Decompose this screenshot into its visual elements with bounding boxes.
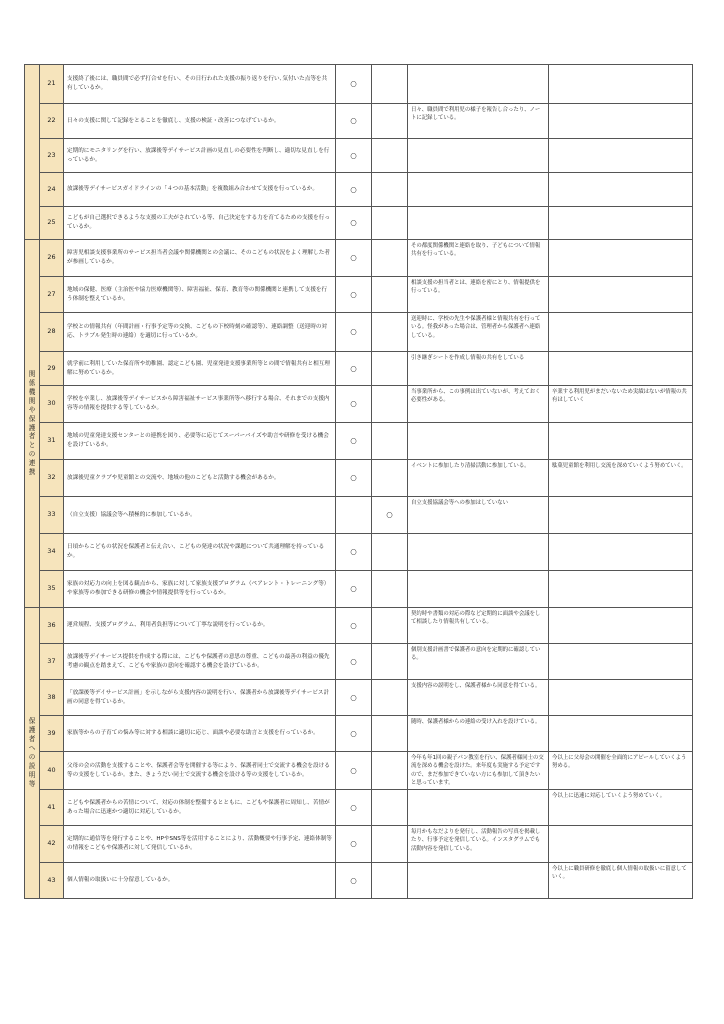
item-number: 34 <box>40 534 64 571</box>
status-note: 個別支援計画書で保護者の意向を定期的に確認している。 <box>408 644 549 680</box>
improvement-note <box>549 534 693 571</box>
table-row <box>25 313 693 352</box>
item-text: 個人情報の取扱いに十分留意しているか。 <box>64 863 336 899</box>
yes-mark: ○ <box>336 608 372 644</box>
table-row <box>25 716 693 752</box>
item-number: 33 <box>40 497 64 534</box>
no-mark <box>372 863 408 899</box>
item-text: 家族等からの子育ての悩み等に対する相談に適切に応じ、面談や必要な助言と支援を行っているか。 <box>64 716 336 752</box>
no-mark <box>372 534 408 571</box>
improvement-note <box>549 608 693 644</box>
improvement-note <box>549 277 693 313</box>
item-number: 40 <box>40 752 64 790</box>
item-number: 29 <box>40 352 64 386</box>
status-note <box>408 207 549 240</box>
item-text: こどもや保護者からの苦情について、対応の体制を整備するとともに、こどもや保護者に周知し、苦情があった場合に迅速かつ適切に対応しているか。 <box>64 790 336 826</box>
item-text: 運営規程、支援プログラム、利用者負担等について丁寧な説明を行っているか。 <box>64 608 336 644</box>
status-note <box>408 863 549 899</box>
yes-mark: ○ <box>336 571 372 608</box>
improvement-note <box>549 173 693 207</box>
improvement-note <box>549 104 693 139</box>
yes-mark: ○ <box>336 139 372 173</box>
table-row <box>25 497 693 534</box>
item-number: 43 <box>40 863 64 899</box>
item-number: 23 <box>40 139 64 173</box>
table-row <box>25 752 693 790</box>
no-mark <box>372 313 408 352</box>
status-note: 相談支援の担当者とは、連絡を密にとり、情報提供を行っている。 <box>408 277 549 313</box>
yes-mark: ○ <box>336 752 372 790</box>
no-mark <box>372 460 408 497</box>
no-mark <box>372 680 408 716</box>
table-row <box>25 680 693 716</box>
yes-mark: ○ <box>336 680 372 716</box>
yes-mark: ○ <box>336 460 372 497</box>
no-mark <box>372 644 408 680</box>
status-note: 随時、保護者様からの連絡の受け入れを設けている。 <box>408 716 549 752</box>
item-number: 42 <box>40 826 64 863</box>
table-row <box>25 571 693 608</box>
table-row <box>25 644 693 680</box>
status-note <box>408 173 549 207</box>
yes-mark: ○ <box>336 423 372 460</box>
item-number: 41 <box>40 790 64 826</box>
no-mark <box>372 790 408 826</box>
item-text: 障害児相談支援事業所のサービス担当者会議や関係機関との会議に、そのこどもの状況をよく理解した者が参画しているか。 <box>64 240 336 277</box>
status-note: イベントに参加したり清掃活動に参加している。 <box>408 460 549 497</box>
no-mark <box>372 352 408 386</box>
item-number: 37 <box>40 644 64 680</box>
category-cell <box>25 65 40 240</box>
improvement-note <box>549 571 693 608</box>
no-mark <box>372 571 408 608</box>
status-note: 毎月かもなだよりを発行し、活動報告の写真を掲載したり、行事予定を発信している。インスタグラムでも活動内容を発信している。 <box>408 826 549 863</box>
item-text: 学校との情報共有（年間計画・行事予定等の交換、こどもの下校時刻の確認等）、連絡調整（送迎時の対応、トラブル発生時の連絡）を適切に行っているか。 <box>64 313 336 352</box>
category-label: 関 係 機 関 や 保 護 者 と の 連 携 <box>28 370 36 476</box>
no-mark <box>372 386 408 423</box>
improvement-note <box>549 313 693 352</box>
yes-mark: ○ <box>336 173 372 207</box>
table-row <box>25 608 693 644</box>
yes-mark <box>336 497 372 534</box>
improvement-note <box>549 65 693 104</box>
item-number: 22 <box>40 104 64 139</box>
improvement-note <box>549 139 693 173</box>
yes-mark: ○ <box>336 207 372 240</box>
table-row <box>25 386 693 423</box>
item-number: 32 <box>40 460 64 497</box>
item-text: 放課後等デイサービス提供を作成する際には、こどもや保護者の意思の尊重、こどもの最善の利益の優先考慮の観点を踏まえて、こどもや家族の意向を確認する機会を設けているか。 <box>64 644 336 680</box>
improvement-note <box>549 680 693 716</box>
item-text: 定期的にモニタリングを行い、放課後等デイサービス計画の見直しの必要性を判断し、適切な見直しを行っているか。 <box>64 139 336 173</box>
status-note <box>408 534 549 571</box>
item-number: 31 <box>40 423 64 460</box>
improvement-note <box>549 497 693 534</box>
item-number: 38 <box>40 680 64 716</box>
status-note: 引き継ぎシートを作成し情報の共有をしている <box>408 352 549 386</box>
item-text: 地域の児童発達支援センターとの連携を図り、必要等に応じてスーパーバイズや助言や研修を受ける機会を設けているか。 <box>64 423 336 460</box>
item-text: 就学前に利用していた保育所や幼稚園、認定こども園、児童発達支援事業所等との間で情報共有と相互理解に努めているか。 <box>64 352 336 386</box>
item-text: 日々の支援に関して記録をとることを徹底し、支援の検証・改善につなげているか。 <box>64 104 336 139</box>
status-note: 今年も年1回の親子パン教室を行い、保護者様同士の交流を深める機会を設けた。来年度も実施する予定ですので、まだ参加できていない方にも参加して頂きたいと思っています。 <box>408 752 549 790</box>
table-row <box>25 352 693 386</box>
category-label: 保 護 者 へ の 説 明 等 <box>28 717 36 788</box>
category-cell <box>25 240 40 608</box>
yes-mark: ○ <box>336 644 372 680</box>
yes-mark: ○ <box>336 790 372 826</box>
evaluation-table <box>24 64 693 899</box>
no-mark <box>372 104 408 139</box>
no-mark <box>372 240 408 277</box>
no-mark <box>372 277 408 313</box>
table-row <box>25 826 693 863</box>
no-mark <box>372 423 408 460</box>
table-row <box>25 277 693 313</box>
item-text: 放課後等デイサービスガイドラインの「４つの基本活動」を複数組み合わせて支援を行っているか。 <box>64 173 336 207</box>
item-text: 「放課後等デイサービス計画」を示しながら支援内容の説明を行い、保護者から放課後等デイサービス計画の同意を得ているか。 <box>64 680 336 716</box>
item-number: 25 <box>40 207 64 240</box>
item-text: 支援終了後には、職員間で必ず打合せを行い、その日行われた支援の振り返りを行い､気付いた点等を共有しているか。 <box>64 65 336 104</box>
no-mark <box>372 139 408 173</box>
no-mark <box>372 826 408 863</box>
improvement-note: 今以上に職員研修を徹底し個人情報の取扱いに留意していく。 <box>549 863 693 899</box>
yes-mark: ○ <box>336 313 372 352</box>
status-note: 自立支援協議会等への参加はしていない <box>408 497 549 534</box>
status-note: 支援内容の説明をし、保護者様から同意を得ている。 <box>408 680 549 716</box>
status-note: 契約時や書類の対応の際など定期的に面談や会議をして相談したり情報共有している。 <box>408 608 549 644</box>
item-number: 36 <box>40 608 64 644</box>
improvement-note: 今以上に迅速に対応していくよう努めていく。 <box>549 790 693 826</box>
item-number: 28 <box>40 313 64 352</box>
item-number: 30 <box>40 386 64 423</box>
item-number: 27 <box>40 277 64 313</box>
status-note: 日々、職員間で利用児の様子を報告し合ったり、ノートに記録している。 <box>408 104 549 139</box>
improvement-note <box>549 826 693 863</box>
item-number: 35 <box>40 571 64 608</box>
improvement-note <box>549 423 693 460</box>
item-number: 39 <box>40 716 64 752</box>
item-number: 24 <box>40 173 64 207</box>
no-mark <box>372 716 408 752</box>
status-note: その都度関係機関と連絡を取り、子どもについて情報共有を行っている。 <box>408 240 549 277</box>
status-note <box>408 571 549 608</box>
improvement-note <box>549 352 693 386</box>
improvement-note: 卒業する利用児がまだいないため実績はないが情報の共有はしていく <box>549 386 693 423</box>
item-text: 定期的に通信等を発行することや、HPやSNS等を活用することにより、活動概要や行事予定、連絡体制等の情報をこどもや保護者に対して発信しているか。 <box>64 826 336 863</box>
improvement-note: 今以上に父母会の開催を全面的にアピールしていくよう努める。 <box>549 752 693 790</box>
table-row <box>25 207 693 240</box>
table-row <box>25 104 693 139</box>
item-text: 家族の対応力の向上を図る観点から、家族に対して家族支援プログラム（ペアレント・トレーニング等）や家族等の参加できる研修の機会や情報提供等を行っているか。 <box>64 571 336 608</box>
yes-mark: ○ <box>336 826 372 863</box>
table-row <box>25 139 693 173</box>
table-row <box>25 790 693 826</box>
no-mark <box>372 608 408 644</box>
yes-mark: ○ <box>336 240 372 277</box>
status-note: 送迎時に、学校の先生や保護者様と情報共有を行っている。怪我があった場合は、管理者から保護者へ連絡している。 <box>408 313 549 352</box>
item-number: 26 <box>40 240 64 277</box>
yes-mark: ○ <box>336 386 372 423</box>
status-note <box>408 790 549 826</box>
no-mark <box>372 752 408 790</box>
table-row <box>25 65 693 104</box>
item-text: 地域の保健、医療（主治医や協力医療機関等）、障害福祉、保育、教育等の関係機関と連携して支援を行う体制を整えているか。 <box>64 277 336 313</box>
yes-mark: ○ <box>336 65 372 104</box>
item-text: 日頃からこどもの状況を保護者と伝え合い、こどもの発達の状況や課題について共通理解を持っているか。 <box>64 534 336 571</box>
yes-mark: ○ <box>336 352 372 386</box>
improvement-note <box>549 240 693 277</box>
item-number: 21 <box>40 65 64 104</box>
yes-mark: ○ <box>336 534 372 571</box>
yes-mark: ○ <box>336 716 372 752</box>
table-row <box>25 240 693 277</box>
status-note <box>408 65 549 104</box>
item-text: 放課後児童クラブや児童館との交流や、地域の他のこどもと活動する機会があるか。 <box>64 460 336 497</box>
yes-mark: ○ <box>336 104 372 139</box>
no-mark <box>372 173 408 207</box>
table-row <box>25 173 693 207</box>
yes-mark: ○ <box>336 277 372 313</box>
improvement-note <box>549 207 693 240</box>
status-note <box>408 423 549 460</box>
no-mark: ○ <box>372 497 408 534</box>
table-row <box>25 423 693 460</box>
table-row <box>25 863 693 899</box>
item-text: 父母の会の活動を支援することや、保護者会等を開催する等により、保護者同士で交流する機会を設ける等の支援をしているか。また、きょうだい同士で交流する機会を設ける等の支援をしているか。 <box>64 752 336 790</box>
status-note <box>408 139 549 173</box>
category-cell <box>25 608 40 899</box>
yes-mark: ○ <box>336 863 372 899</box>
table-row <box>25 534 693 571</box>
item-text: （自立支援）協議会等へ積極的に参加しているか。 <box>64 497 336 534</box>
improvement-note: 駄菓児童館を利用し交流を深めていくよう努めていく。 <box>549 460 693 497</box>
table-row <box>25 460 693 497</box>
improvement-note <box>549 644 693 680</box>
item-text: 学校を卒業し、放課後等デイサービスから障害福祉サービス事業所等へ移行する場合、それまでの支援内容等の情報を提供する等しているか。 <box>64 386 336 423</box>
status-note: 当事業所から、この事例は出ていないが、考えておく必要性がある。 <box>408 386 549 423</box>
no-mark <box>372 65 408 104</box>
item-text: こどもが自己選択できるような支援の工夫がされている等、自己決定をする力を育てるための支援を行っているか。 <box>64 207 336 240</box>
no-mark <box>372 207 408 240</box>
improvement-note <box>549 716 693 752</box>
